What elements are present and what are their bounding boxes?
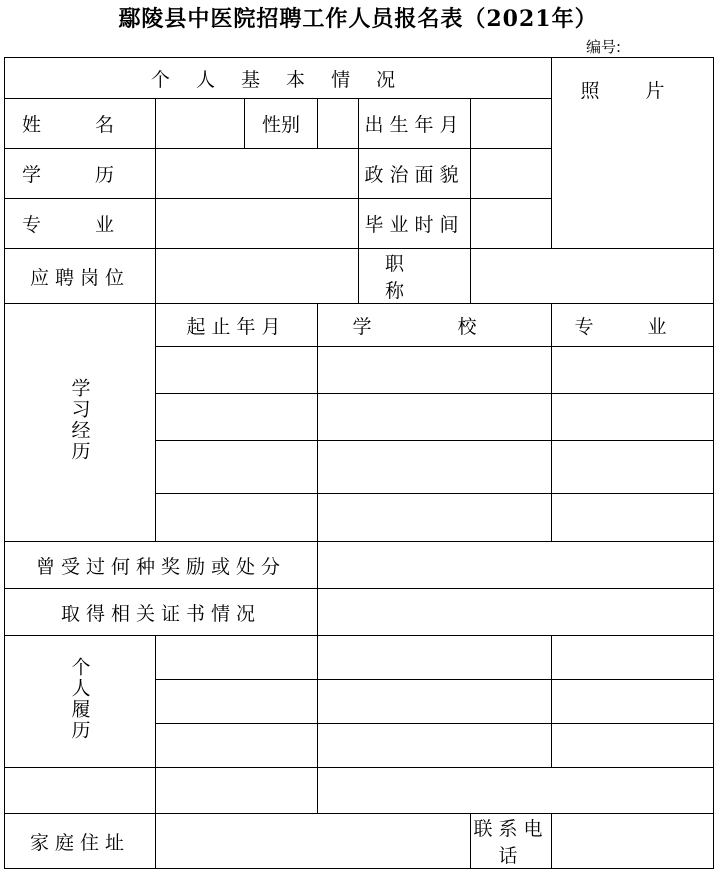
label-phone: 联系电话: [471, 814, 552, 869]
resume-detail-cell[interactable]: [318, 636, 552, 680]
label-title: 职 称: [359, 249, 471, 304]
blank-cell[interactable]: [156, 768, 318, 814]
resume-period-cell[interactable]: [156, 680, 318, 724]
input-politics[interactable]: [471, 149, 552, 199]
study-period-cell[interactable]: [156, 347, 318, 394]
study-major-cell[interactable]: [552, 394, 714, 441]
study-school-cell[interactable]: [318, 347, 552, 394]
input-gender[interactable]: [318, 99, 359, 149]
form-title: 鄢陵县中医院招聘工作人员报名表（2021年）: [118, 6, 598, 32]
blank-cell[interactable]: [318, 768, 714, 814]
header-school: 学 校: [318, 304, 552, 347]
label-position: 应聘岗位: [5, 249, 156, 304]
input-grad-time[interactable]: [471, 199, 552, 249]
resume-extra-cell[interactable]: [552, 680, 714, 724]
resume-period-cell[interactable]: [156, 724, 318, 768]
resume-period-cell[interactable]: [156, 636, 318, 680]
study-school-cell[interactable]: [318, 394, 552, 441]
label-politics: 政治面貌: [359, 149, 471, 199]
section-study: [5, 304, 156, 542]
label-education: 学 历: [5, 149, 156, 199]
study-major-cell[interactable]: [552, 441, 714, 494]
photo-area[interactable]: 照 片: [552, 58, 714, 249]
input-phone[interactable]: [552, 814, 714, 869]
input-awards[interactable]: [318, 542, 714, 589]
header-period: 起止年月: [156, 304, 318, 347]
label-grad-time: 毕业时间: [359, 199, 471, 249]
label-name: 姓 名: [5, 99, 156, 149]
input-birth[interactable]: [471, 99, 552, 149]
input-title[interactable]: [471, 249, 714, 304]
section-basic-info: 个 人 基 本 情 况: [5, 58, 552, 99]
study-period-cell[interactable]: [156, 441, 318, 494]
input-position[interactable]: [156, 249, 359, 304]
section-study-label: 学习经历: [68, 378, 91, 462]
input-certs[interactable]: [318, 589, 714, 636]
study-period-cell[interactable]: [156, 494, 318, 542]
registration-form-table: [4, 57, 714, 869]
study-major-cell[interactable]: [552, 347, 714, 394]
resume-extra-cell[interactable]: [552, 724, 714, 768]
header-study-major: 专 业: [552, 304, 714, 347]
input-name[interactable]: [156, 99, 245, 149]
label-gender: 性别: [245, 99, 318, 149]
study-school-cell[interactable]: [318, 494, 552, 542]
study-major-cell[interactable]: [552, 494, 714, 542]
resume-detail-cell[interactable]: [318, 680, 552, 724]
label-birth: 出生年月: [359, 99, 471, 149]
input-major[interactable]: [156, 199, 359, 249]
blank-cell[interactable]: [5, 768, 156, 814]
serial-number-label: 编号:: [586, 38, 622, 56]
label-address: 家庭住址: [5, 814, 156, 869]
label-major: 专 业: [5, 199, 156, 249]
input-education[interactable]: [156, 149, 359, 199]
label-certs: 取得相关证书情况: [5, 589, 318, 636]
study-period-cell[interactable]: [156, 394, 318, 441]
section-resume-label: 个人履历: [68, 657, 91, 741]
label-awards: 曾受过何种奖励或处分: [5, 542, 318, 589]
resume-extra-cell[interactable]: [552, 636, 714, 680]
section-resume: [5, 636, 156, 768]
study-school-cell[interactable]: [318, 441, 552, 494]
input-address[interactable]: [156, 814, 471, 869]
resume-detail-cell[interactable]: [318, 724, 552, 768]
